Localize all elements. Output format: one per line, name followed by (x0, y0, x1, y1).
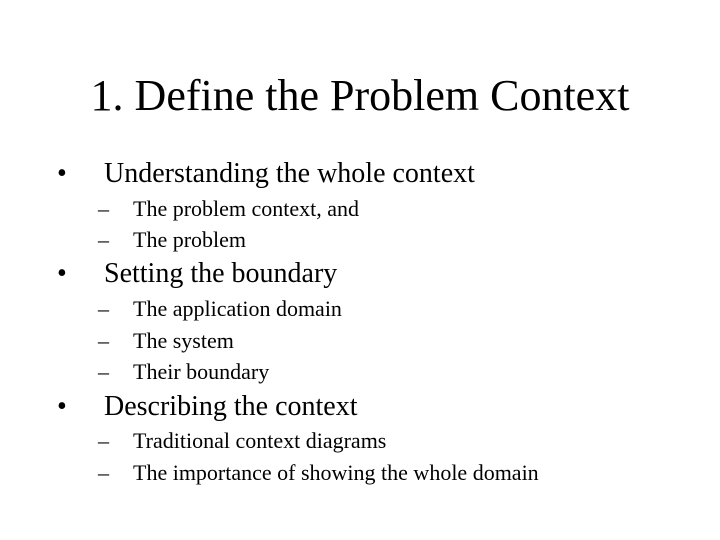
bullet-icon: • (57, 158, 67, 189)
bullet-text: Describing the context (104, 391, 358, 422)
sub-item-text: The system (133, 328, 234, 353)
sub-item-whole-domain (0, 460, 720, 486)
bullet-item-understanding-context (0, 157, 720, 191)
sub-item-text: Traditional context diagrams (133, 428, 387, 453)
dash-icon: – (98, 227, 109, 252)
dash-icon: – (98, 359, 109, 384)
sub-item-text: The problem (133, 227, 247, 252)
sub-item-application-domain (0, 296, 720, 322)
bullet-text: Setting the boundary (104, 258, 338, 289)
sub-item-system (0, 328, 720, 354)
dash-icon: – (98, 328, 109, 353)
dash-icon: – (98, 460, 109, 485)
sub-item-text: The importance of showing the whole domain (133, 460, 539, 485)
bullet-icon: • (57, 391, 67, 422)
dash-icon: – (98, 196, 109, 221)
sub-item-context-diagrams (0, 428, 720, 454)
sub-item-text: The problem context, and (133, 196, 360, 221)
bullet-text: Understanding the whole context (104, 158, 475, 189)
dash-icon: – (98, 296, 109, 321)
sub-item-problem-context (0, 196, 720, 222)
bullet-icon: • (57, 258, 67, 289)
bullet-item-setting-boundary (0, 257, 720, 291)
sub-item-text: Their boundary (133, 359, 270, 384)
slide-title: 1. Define the Problem Context (90, 71, 630, 120)
sub-item-text: The application domain (133, 296, 342, 321)
sub-item-their-boundary (0, 359, 720, 385)
bullet-item-describing-context (0, 390, 720, 424)
sub-item-problem (0, 227, 720, 253)
dash-icon: – (98, 428, 109, 453)
